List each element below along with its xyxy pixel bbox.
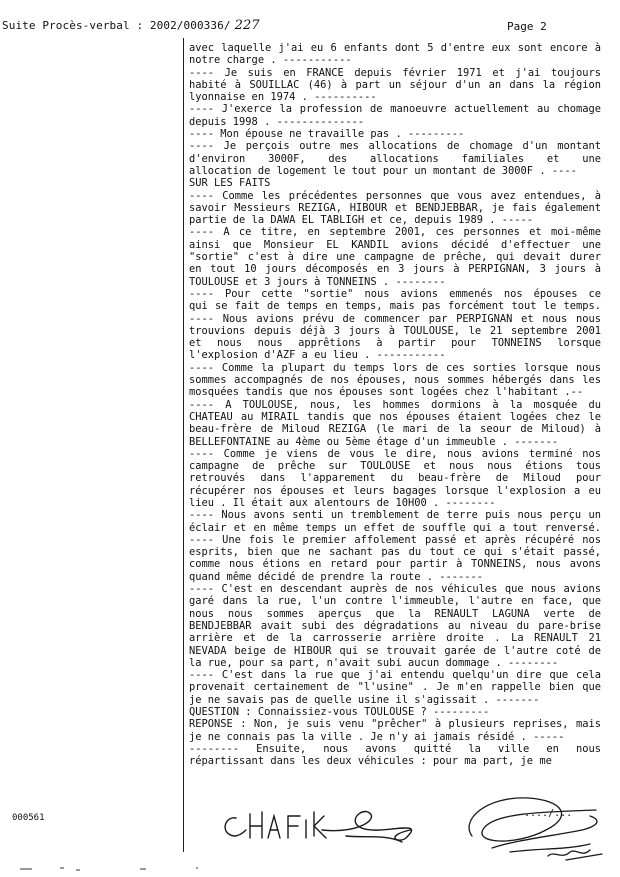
margin-code: 000561 — [12, 813, 45, 823]
statement-line: notre charge . ----------- — [189, 54, 352, 67]
statement-line: BENDJEBBAR avait subi des dégradations au niveau du pare-brise — [189, 619, 601, 632]
statement-line: trouvions depuis déjà 3 jours à TOULOUSE, le 21 septembre 2001 — [189, 324, 601, 337]
statement-line: ---- Comme je viens de vous le dire, nous avions terminé nos — [189, 447, 601, 460]
statement-line: habité à SOUILLAC (46) à part un séjour d'un an dans la région — [189, 78, 601, 91]
page-number: Page 2 — [507, 20, 547, 33]
header-title — [2, 18, 260, 33]
statement-line: ---- Comme la plupart du temps lors de ces sorties lorsque nous — [189, 361, 601, 374]
statement-line: ---- Nous avons senti un tremblement de terre puis nous perçu un — [189, 509, 601, 522]
signatures — [210, 790, 610, 870]
statement-line: campagne de prêche sur TOULOUSE et nous nous étions tous — [189, 460, 601, 473]
statement-line: ---- C'est en descendant auprès de nos véhicules que nous avions — [189, 583, 601, 596]
statement-line: CHATEAU au MIRAIL tandis que nos épouses étaient logées chez le — [189, 410, 601, 423]
statement-line: NEVADA beige de HIBOUR qui se trouvait garée de l'autre coté de — [189, 644, 601, 657]
statement-line: REPONSE : Non, je suis venu "prêcher" à plusieurs reprises, mais — [189, 718, 601, 731]
statement-line: savoir Messieurs REZIGA, HIBOUR et BENDJEBBAR, je fais également — [189, 201, 601, 214]
statement-body — [189, 42, 601, 768]
statement-line: et nous nous apprêtions à partir pour TONNEINS lorsque — [189, 337, 601, 350]
statement-line: ---- Pour cette "sortie" nous avions emmenés nos épouses ce — [189, 287, 601, 300]
statement-line: ---- Je perçois outre mes allocations de chomage d'un montant — [189, 140, 601, 153]
statement-line: ---- J'exerce la profession de manoeuvre actuellement au chomage — [189, 103, 601, 116]
statement-line: depuis 1998 . -------------- — [189, 115, 365, 128]
header-title-text: Suite Procès-verbal : 2002/000336/ — [2, 19, 231, 32]
statement-line: arrière et de la carrosserie arrière droite . La RENAULT 21 — [189, 632, 601, 645]
signature-chafik — [225, 812, 411, 842]
statement-line: -------- Ensuite, nous avons quitté la ville en nous — [189, 742, 601, 755]
statement-line: sommes accompagnés de nos épouses, nous sommes hébergés dans les — [189, 374, 601, 387]
statement-line: d'environ 3000F, des allocations familiales et une — [189, 152, 601, 165]
statement-line: l'explosion d'AZF a eu lieu . ----------- — [189, 349, 446, 362]
statement-line: provenait certainement de "l'usine" . Je m'en rappelle bien que — [189, 681, 601, 694]
statement-line: qui se fait de temps en temps, mais pas forcément tout le temps. — [189, 300, 601, 313]
statement-line: ---- Une fois le premier affolement passé et après récupéré nos — [189, 533, 601, 546]
handwritten-number: 227 — [234, 18, 260, 33]
scan-edge-marks — [20, 866, 600, 874]
statement-line: ---- Mon épouse ne travaille pas . --------- — [189, 128, 465, 141]
statement-line: nous nous sommes aperçus que la RENAULT LAGUNA verte de — [189, 607, 601, 620]
statement-line: ---- Nous avions prévu de commencer par PERPIGNAN et nous nous — [189, 312, 601, 325]
statement-line: ainsi que Monsieur EL KANDIL avions décidé d'effectuer une — [189, 238, 601, 251]
statement-line: ---- C'est dans la rue que j'ai entendu quelqu'un dire que cela — [189, 669, 601, 682]
statement-line: quand même décidé de prendre la route . ------- — [189, 570, 484, 583]
statement-line: SUR LES FAITS — [189, 177, 271, 190]
statement-line: retrouvés dans l'apparement du beau-frère de Miloud pour — [189, 472, 601, 485]
statement-line: répartissant dans les deux véhicules : pour ma part, je me — [189, 755, 552, 768]
statement-line: ---- Comme les précédentes personnes que vous avez entendues, à — [189, 189, 601, 202]
statement-line: comme nous étions en retard pour partir à TONNEINS, nous avons — [189, 558, 601, 571]
statement-line: mosquées tandis que nos épouses sont logées chez l'habitant .-- — [189, 386, 584, 399]
signature-second — [469, 798, 602, 860]
statement-line: esprits, bien que ne sachant pas du tout ce qui s'était passé, — [189, 546, 601, 559]
statement-line: récupérer nos épouses et leurs bagages lorsque l'explosion a eu — [189, 484, 601, 497]
statement-line: ---- Je suis en FRANCE depuis février 1971 et j'ai toujours — [189, 66, 601, 79]
statement-line: je ne connais pas la ville . Je n'y ai jamais résidé . ----- — [189, 730, 565, 743]
statement-line: BELLEFONTAINE au 4ème ou 5ème étage d'un immeuble . ------- — [189, 435, 559, 448]
page-continuation: ..../... — [524, 808, 573, 819]
statement-line: lyonnaise en 1974 . ---------- — [189, 91, 377, 104]
statement-line: lieu . Il était aux alentours de 10H00 . -------- — [189, 496, 496, 509]
statement-line: je ne savais pas de quelle usine il s'agissait . ------- — [189, 693, 540, 706]
statement-line: QUESTION : Connaissiez-vous TOULOUSE ? --------- — [189, 706, 490, 719]
statement-line: avec laquelle j'ai eu 6 enfants dont 5 d'entre eux sont encore à — [189, 42, 601, 54]
statement-line: garé dans la rue, l'un contre l'immeuble, l'autre en face, que — [189, 595, 601, 608]
statement-line: la rue, pour sa part, n'avait subi aucun dommage . -------- — [189, 656, 559, 669]
margin-rule — [183, 38, 184, 852]
statement-line: ---- A ce titre, en septembre 2001, ces personnes et moi-même — [189, 226, 601, 239]
statement-line: allocation de logement le tout pour un montant de 3000F . ---- — [189, 164, 577, 177]
statement-line: TOULOUSE et 3 jours à TONNEINS . -------- — [189, 275, 446, 288]
statement-line: ---- A TOULOUSE, nous, les hommes dormions à la mosquée du — [189, 398, 601, 411]
statement-line: beau-frère de Miloud REZIGA (le mari de la seour de Miloud) à — [189, 423, 601, 436]
statement-line: en tout 10 jours décomposés en 3 jours à PERPIGNAN, 3 jours à — [189, 263, 601, 276]
statement-line: partie de la DAWA EL TABLIGH et ce, depuis 1989 . ----- — [189, 214, 534, 227]
statement-line: "sortie" c'est à dire une campagne de prêche, qui devait durer — [189, 251, 601, 264]
statement-line: éclair et en même temps un effet de souffle qui a tout renversé. — [189, 521, 601, 534]
